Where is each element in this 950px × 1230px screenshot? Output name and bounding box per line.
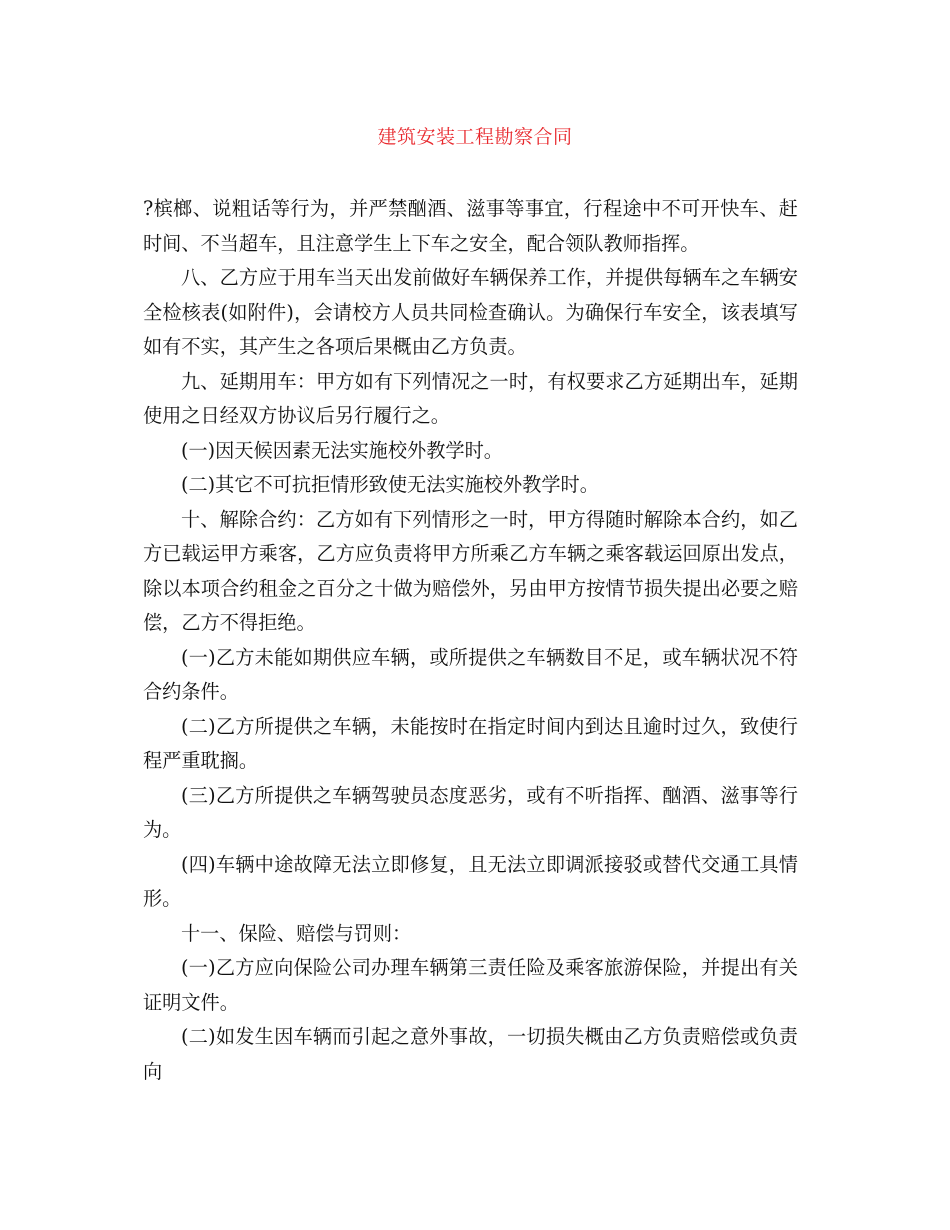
- document-body: [143, 192, 798, 1089]
- paragraph: 八、乙方应于用车当天出发前做好车辆保养工作，并提供每辆车之车辆安全检核表(如附件)，会请校方人员共同检查确认。为确保行车安全，该表填写如有不实，其产生之各项后果概由乙方负责。: [143, 266, 798, 358]
- paragraph: 十、解除合约：乙方如有下列情形之一时，甲方得随时解除本合约，如乙方已载运甲方乘客，乙方应负责将甲方所乘乙方车辆之乘客载运回原出发点，除以本项合约租金之百分之十做为赔偿外，另由甲方按情节损失提出必要之赔偿，乙方不得拒绝。: [143, 507, 798, 634]
- paragraph: (二)其它不可抗拒情形致使无法实施校外教学时。: [181, 473, 599, 496]
- paragraph: ?槟榔、说粗话等行为，并严禁酗酒、滋事等事宜，行程途中不可开快车、赶时间、不当超车，且注意学生上下车之安全，配合领队教师指挥。: [143, 197, 798, 255]
- paragraph: (三)乙方所提供之车辆驾驶员态度恶劣，或有不听指挥、酗酒、滋事等行为。: [143, 783, 798, 841]
- paragraph: (一)乙方未能如期供应车辆，或所提供之车辆数目不足，或车辆状况不符合约条件。: [143, 645, 798, 703]
- paragraph: (四)车辆中途故障无法立即修复，且无法立即调派接驳或替代交通工具情形。: [143, 852, 798, 910]
- paragraph: (二)如发生因车辆而引起之意外事故，一切损失概由乙方负责赔偿或负责向: [143, 1025, 798, 1083]
- document-title: 建筑安装工程勘察合同: [377, 126, 573, 148]
- paragraph: (一)乙方应向保险公司办理车辆第三责任险及乘客旅游保险，并提出有关证明文件。: [143, 956, 798, 1014]
- paragraph: (二)乙方所提供之车辆，未能按时在指定时间内到达且逾时过久，致使行程严重耽搁。: [143, 714, 798, 772]
- paragraph: 九、延期用车：甲方如有下列情况之一时，有权要求乙方延期出车，延期使用之日经双方协议后另行履行之。: [143, 369, 798, 427]
- paragraph: 十一、保险、赔偿与罚则：: [181, 921, 412, 945]
- paragraph: (一)因天候因素无法实施校外教学时。: [181, 438, 503, 462]
